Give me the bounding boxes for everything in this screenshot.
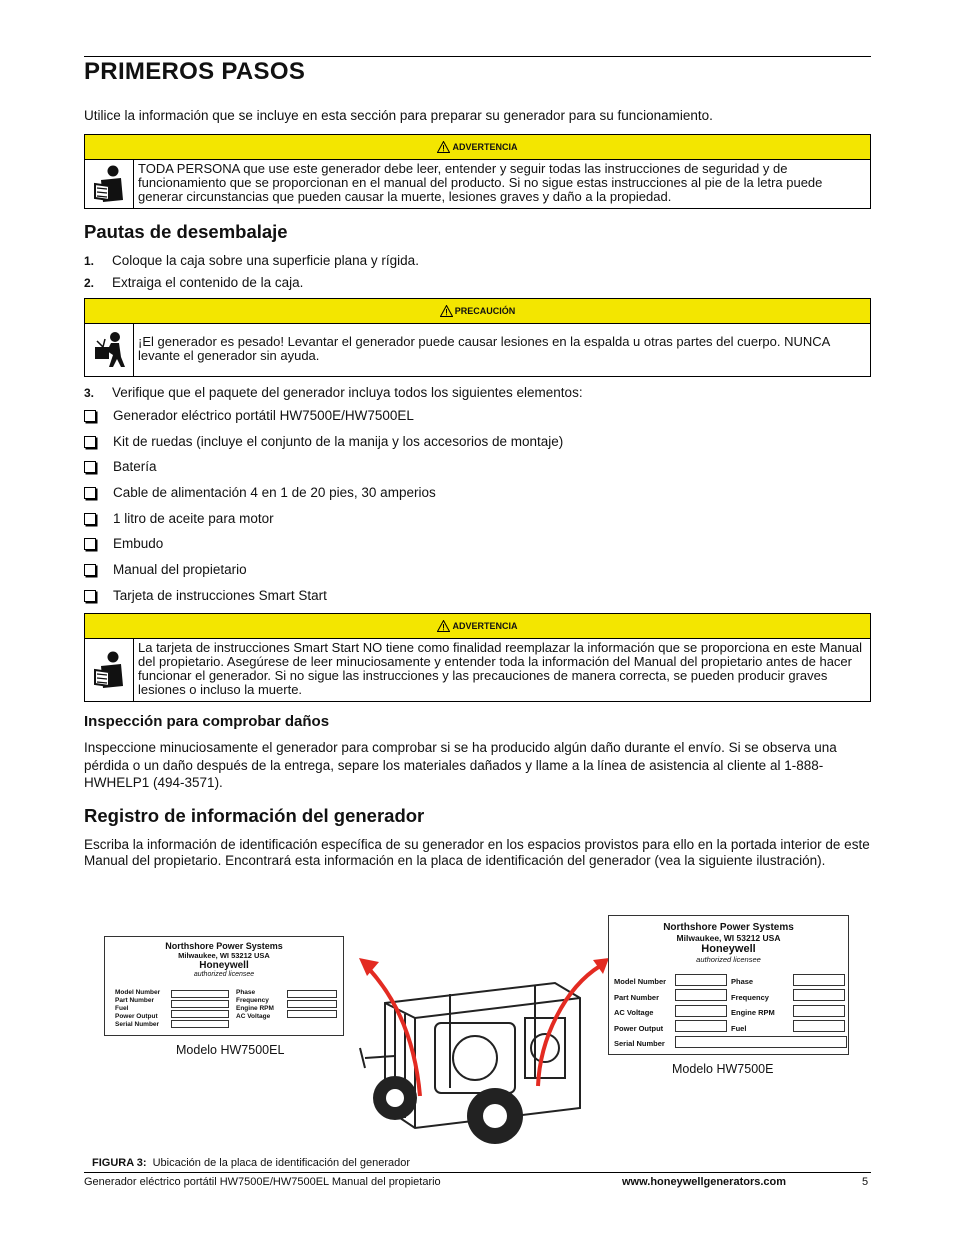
plate-address: Milwaukee, WI 53212 USA <box>676 933 781 943</box>
plate-fields-right <box>731 974 775 1036</box>
checklist-item <box>84 485 436 500</box>
step-text: Verifique que el paquete del generador incluya todos los siguientes elementos: <box>112 385 583 400</box>
warning-box-1 <box>84 134 871 209</box>
plate-blank <box>793 974 845 986</box>
checklist-text: 1 litro de aceite para motor <box>113 511 274 526</box>
plate-field-label: Model Number <box>614 977 667 986</box>
plate-blank <box>675 1005 727 1017</box>
registry-text: Escriba la información de identificación específica de su generador en los espacios provistos para ello en la portada interior de este Manual del propietario. Encontrará esta información en la placa de identificación del generador (vea la siguiente ilustración). <box>84 837 870 868</box>
checkbox-icon <box>84 410 96 422</box>
plate-field-label: Frequency <box>236 997 269 1004</box>
plate-field-label: Serial Number <box>614 1039 665 1048</box>
plate-field-label: Power Output <box>614 1023 664 1033</box>
plate-fields-left <box>614 974 666 1052</box>
warning-triangle-icon <box>437 620 450 632</box>
figure-caption-text: Ubicación de la placa de identificación del generador <box>152 1157 411 1169</box>
plate-blank <box>793 989 845 1001</box>
checkbox-icon <box>84 513 96 525</box>
plate-blank <box>171 1010 229 1018</box>
plate-blank <box>287 990 337 998</box>
footer-url[interactable]: www.honeywellgenerators.com <box>622 1176 787 1188</box>
intro-text: Utilice la información que se incluye en esta sección para preparar su generador para su funcionamiento. <box>84 108 713 123</box>
warning-label: ADVERTENCIA <box>452 621 518 631</box>
warning-header <box>85 135 870 160</box>
plate-company: Northshore Power Systems <box>165 941 283 951</box>
inspection-text: Inspeccione minuciosamente el generador para comprobar si se ha producido algún daño durante el envío. Si se observa una pérdida o un daño después de la entrega, separe los materiales dañados y llame a la línea de asistencia al cliente al 1-888-HWHELP1 (494-3571). <box>84 740 837 790</box>
step-number: 3. <box>84 386 95 400</box>
checklist-item <box>84 562 247 577</box>
plate-address: Milwaukee, WI 53212 USA <box>178 951 270 960</box>
plate-field-label: Phase <box>236 989 256 996</box>
plate-field-label: Part Number <box>115 997 155 1004</box>
plate-blank <box>793 1005 845 1017</box>
top-rule <box>84 56 871 57</box>
step-number: 2. <box>84 276 95 290</box>
plate-blank <box>793 1020 845 1032</box>
checklist-item <box>84 536 163 551</box>
caution-label: PRECAUCIÓN <box>454 306 516 316</box>
step-3 <box>84 385 583 400</box>
read-manual-icon <box>85 639 134 701</box>
section-heading-registry: Registro de información del generador <box>84 805 425 826</box>
step-number: 1. <box>84 254 95 268</box>
warning-triangle-icon <box>440 305 453 317</box>
caution-text: ¡El generador es pesado! Levantar el generador puede causar lesiones en la espalda u otras partes del cuerpo. NUNCA levante el generador sin ayuda. <box>138 334 830 363</box>
honeywell-logo: Honeywell <box>199 960 249 971</box>
plate-caption-hw7500e: Modelo HW7500E <box>672 1062 774 1076</box>
plate-caption-hw7500el: Modelo HW7500EL <box>176 1043 285 1057</box>
caution-box <box>84 298 871 377</box>
plate-licensee: authorized licensee <box>696 955 761 964</box>
warning-triangle-icon <box>437 141 450 153</box>
plate-field-label: AC Voltage <box>236 1013 271 1020</box>
plate-fields-right <box>236 989 274 1021</box>
checklist-text: Cable de alimentación 4 en 1 de 20 pies, 30 amperios <box>113 485 436 500</box>
step-text: Extraiga el contenido de la caja. <box>112 275 304 290</box>
warning-text: La tarjeta de instrucciones Smart Start NO tiene como finalidad reemplazar la información que se proporciona en este Manual del propietario. Asegúrese de leer minuciosamente y entender toda la información del Manual del propietario antes de hacer funcionar el generador. Si no sigue las instrucciones y las precauciones de manera correcta, se pueden producir graves lesiones o incluso la muerte. <box>138 640 863 697</box>
checkbox-icon <box>84 538 96 550</box>
caution-header <box>85 299 870 324</box>
plate-blank <box>675 1036 847 1048</box>
plate-fields-left <box>115 989 160 1029</box>
plate-blank <box>675 1020 727 1032</box>
checklist-text: Manual del propietario <box>113 562 247 577</box>
read-manual-icon <box>85 160 134 208</box>
subheading-inspection: Inspección para comprobar daños <box>84 713 330 730</box>
plate-licensee: authorized licensee <box>193 971 255 978</box>
checklist-text: Tarjeta de instrucciones Smart Start <box>113 588 327 603</box>
page-number: 5 <box>862 1176 869 1188</box>
checklist-text: Kit de ruedas (incluye el conjunto de la manija y los accesorios de montaje) <box>113 434 564 449</box>
plate-field-label: Frequency <box>731 992 769 1002</box>
plate-blank <box>675 974 727 986</box>
step-2 <box>84 275 303 290</box>
figure-label: FIGURA 3: <box>92 1157 147 1169</box>
plate-field-label: Fuel <box>731 1023 747 1033</box>
checkbox-icon <box>84 564 96 576</box>
plate-company: Northshore Power Systems <box>663 922 794 933</box>
plate-field-label: Power Output <box>115 1013 158 1020</box>
bottom-rule <box>84 1172 871 1173</box>
plate-blank <box>287 1010 337 1018</box>
plate-field-label: Serial Number <box>115 1021 160 1028</box>
checklist-item <box>84 511 274 526</box>
checklist-item <box>84 459 157 474</box>
checklist-item <box>84 408 414 423</box>
checkbox-icon <box>84 590 96 602</box>
checkbox-icon <box>84 461 96 473</box>
checklist-text: Embudo <box>113 536 164 551</box>
nameplate-hw7500e <box>608 915 849 1055</box>
checklist-text: Generador eléctrico portátil HW7500E/HW7500EL <box>113 408 414 423</box>
plate-field-label: Part Number <box>614 992 660 1002</box>
checkbox-icon <box>84 487 96 499</box>
checklist-item <box>84 434 563 449</box>
plate-field-label: Fuel <box>115 1005 129 1012</box>
checklist-item <box>84 588 327 603</box>
plate-blank <box>287 1000 337 1008</box>
plate-blank <box>171 1000 229 1008</box>
warning-text: TODA PERSONA que use este generador debe leer, entender y seguir todas las instrucciones de seguridad y de funcionamiento que se proporcionan en el manual del producto. Si no sigue estas instrucciones al pie de la letra puede generar circunstancias que pueden causar la muerte, lesiones graves y daño a la propiedad. <box>138 161 823 204</box>
figure-caption <box>92 1157 410 1169</box>
plate-blank <box>675 989 727 1001</box>
step-1 <box>84 253 419 268</box>
heavy-lift-icon <box>85 324 134 376</box>
step-text: Coloque la caja sobre una superficie plana y rígida. <box>112 253 419 268</box>
warning-label: ADVERTENCIA <box>452 142 518 152</box>
honeywell-logo: Honeywell <box>701 943 756 955</box>
plate-blank <box>171 1020 229 1028</box>
warning-box-2 <box>84 613 871 702</box>
warning-header <box>85 614 870 639</box>
section-heading-unpacking: Pautas de desembalaje <box>84 221 288 242</box>
generator-illustration <box>355 948 615 1158</box>
page-title: PRIMEROS PASOS <box>84 58 306 85</box>
checkbox-icon <box>84 436 96 448</box>
plate-field-label: Model Number <box>115 989 161 996</box>
footer-title: Generador eléctrico portátil HW7500E/HW7500EL Manual del propietario <box>84 1176 441 1188</box>
plate-field-label: Engine RPM <box>731 1008 775 1017</box>
plate-field-label: Engine RPM <box>236 1005 274 1012</box>
plate-blank <box>171 990 229 998</box>
checklist-text: Batería <box>113 459 157 474</box>
plate-field-label: AC Voltage <box>614 1008 654 1017</box>
nameplate-hw7500el <box>104 936 344 1036</box>
plate-field-label: Phase <box>731 977 754 986</box>
